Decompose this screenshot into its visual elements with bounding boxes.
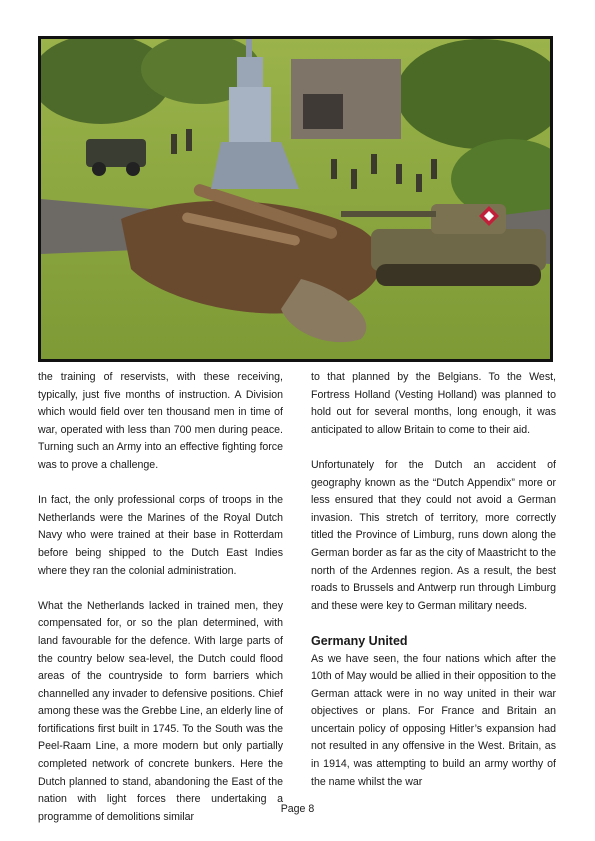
vehicle-left <box>86 139 146 167</box>
paragraph: to that planned by the Belgians. To the West, Fortress Holland (Vesting Holland) was planned to hold out for several months, long enough, it was anticipated to allow Britain to come to their aid. <box>311 371 556 436</box>
paragraph: As we have seen, the four nations which after the 10th of May would be allied in their opposition to the German attack were in no way united in their war objectives or plans. For France and Britain an uncertain policy of opposing Hitler’s expansion had not resulted in any offensive in the West. Britain, as in 1914, was attempting to build an army worthy of the name whilst the war <box>311 652 556 788</box>
section-heading: Germany United <box>311 633 408 648</box>
left-column <box>38 369 283 826</box>
monument <box>237 57 263 87</box>
wargame-photo <box>38 36 553 362</box>
paragraph: Unfortunately for the Dutch an accident of geography known as the “Dutch Appendix” more or less ensured that they could not avoid a German invasion. This stretch of territory, more correctly titled the Province of Limburg, runs down along the German border as far as the city of Maastricht to the north of the Ardennes region. As a result, the best roads to Brussels and Antwerp run through Limburg and these were key to German military needs. <box>311 458 556 612</box>
paragraph: the training of reservists, with these receiving, typically, just five months of instruction. A Division which would field over ten thousand men in time of war, operated with less than 700 men during peace. Turning such an Army into an effective fighting force was to prove a challenge. <box>38 371 283 471</box>
right-column <box>311 369 556 791</box>
paragraph: What the Netherlands lacked in trained men, they compensated for, or so the plan determined, with land favourable for the defence. With large parts of the country below sea-level, the Dutch could flood areas of the countryside to form barriers which channelled any invader to defensive positions. Chief among these was the Grebbe Line, an elderly line of fortifications first built in 1745. To the South was the Peel-Raam Line, a more modern but only partially completed network of concrete bunkers. Here the Dutch planned to stand, abandoning the East of the nation with light forces there undertaking a programme of demolitions similar <box>38 599 283 823</box>
photo-image <box>41 39 550 359</box>
page-number: Page 8 <box>280 803 315 815</box>
paragraph: In fact, the only professional corps of troops in the Netherlands were the Marines of the Royal Dutch Navy who were trained at their base in Rotterdam before being shipped to the Dutch East Indies where they ran the colonial administration. <box>38 494 283 577</box>
